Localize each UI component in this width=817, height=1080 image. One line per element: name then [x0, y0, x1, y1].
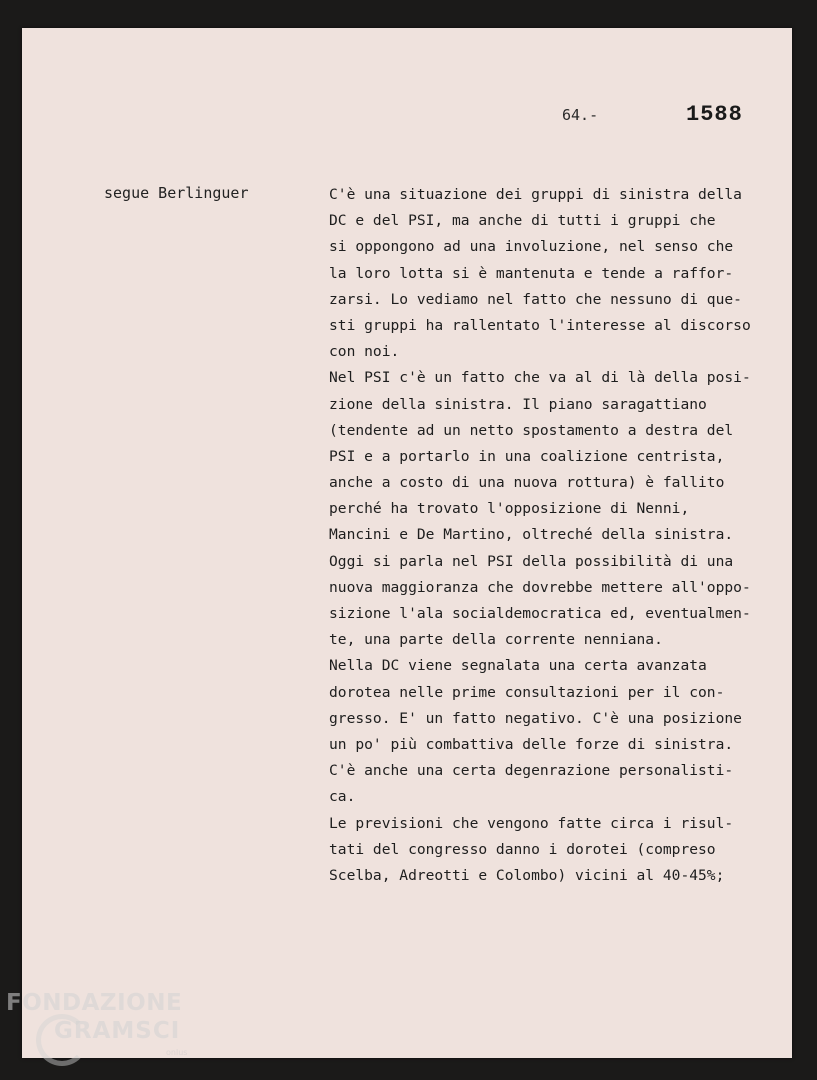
- text-line: nuova maggioranza che dovrebbe mettere all'oppo-: [329, 578, 751, 596]
- text-line: Nella DC viene segnalata una certa avanzata: [329, 657, 707, 675]
- text-line: Mancini e De Martino, oltreché della sinistra.: [329, 526, 734, 544]
- text-line: zarsi. Lo vediamo nel fatto che nessuno di que-: [329, 290, 742, 308]
- text-line: DC e del PSI, ma anche di tutti i gruppi che: [329, 212, 716, 230]
- watermark-line-3: onlus: [166, 1048, 188, 1057]
- text-line: C'è anche una certa degenrazione personalisti-: [329, 762, 734, 780]
- typewritten-body: [329, 182, 799, 889]
- text-line: (tendente ad un netto spostamento a destra del: [329, 421, 734, 439]
- text-line: C'è una situazione dei gruppi di sinistra della: [329, 186, 742, 203]
- watermark-line-1: FONDAZIONE: [6, 990, 183, 1016]
- text-line: sti gruppi ha rallentato l'interesse al discorso: [329, 316, 751, 334]
- text-line: Nel PSI c'è un fatto che va al di là della posi-: [329, 369, 751, 387]
- archive-number: 1588: [686, 102, 743, 127]
- text-line: si oppongono ad una involuzione, nel senso che: [329, 238, 734, 256]
- text-line: PSI e a portarlo in una coalizione centrista,: [329, 447, 725, 465]
- text-line: con noi.: [329, 343, 400, 361]
- text-line: te, una parte della corrente nenniana.: [329, 631, 663, 649]
- text-line: Scelba, Adreotti e Colombo) vicini al 40-45%;: [329, 866, 725, 884]
- text-line: tati del congresso danno i dorotei (compreso: [329, 840, 716, 858]
- text-line: la loro lotta si è mantenuta e tende a raffor-: [329, 264, 734, 282]
- speaker-label: segue Berlinguer: [104, 184, 249, 202]
- text-line: un po' più combattiva delle forze di sinistra.: [329, 735, 734, 753]
- text-line: Oggi si parla nel PSI della possibilità di una: [329, 552, 734, 570]
- fondazione-gramsci-watermark: [6, 990, 206, 1070]
- text-line: Le previsioni che vengono fatte circa i risul-: [329, 814, 734, 832]
- text-line: zione della sinistra. Il piano saragattiano: [329, 395, 707, 413]
- text-line: sizione l'ala socialdemocratica ed, eventualmen-: [329, 605, 751, 622]
- text-line: anche a costo di una nuova rottura) è fallito: [329, 474, 725, 492]
- text-line: gresso. E' un fatto negativo. C'è una posizione: [329, 709, 742, 727]
- document-page: [22, 28, 792, 1058]
- text-line: dorotea nelle prime consultazioni per il con-: [329, 683, 725, 701]
- page-number: 64.-: [562, 106, 599, 124]
- text-line: perché ha trovato l'opposizione di Nenni,: [329, 500, 690, 518]
- text-line: ca.: [329, 788, 356, 806]
- watermark-line-2: GRAMSCI: [54, 1018, 181, 1044]
